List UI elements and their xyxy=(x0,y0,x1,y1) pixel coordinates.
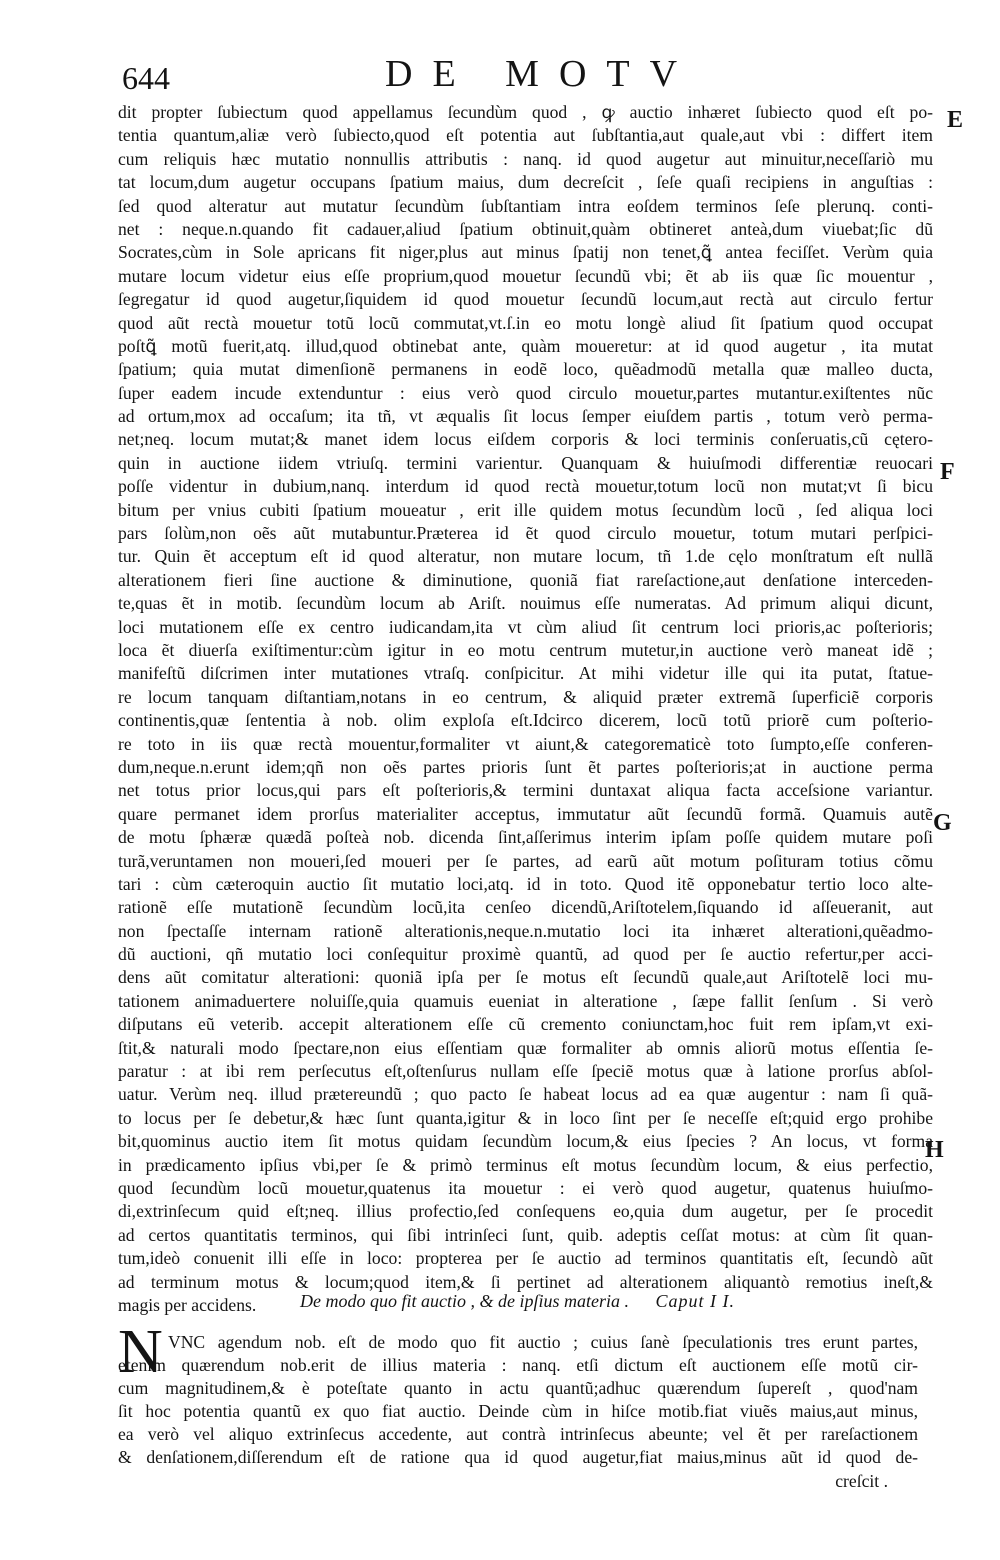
text-line: ſtit,& naturali modo ſpectare,non eius eſſentiam quæ formaliter ab omnis aliorũ motus eſſentia ſe- xyxy=(118,1037,933,1058)
text-line: ſit hoc potentia quantũ ex quo fiat auctio. Deinde cùm in hiſce motib.fiat viuẽs maius,aut minus, xyxy=(118,1401,918,1421)
text-line: magis per accidens. xyxy=(118,1294,257,1315)
text-line: Socrates,cùm in Sole apricans fit niger,plus aut minus ſpatij non tenet,ꝗ̃ antea feciſſet. Verùm quia xyxy=(118,242,933,263)
text-line: re toto in iis quæ rectà mouentur,formaliter vt aiunt,& categorematicè toto ſumpto,eſſe conferen- xyxy=(118,733,933,754)
text-line: tationem animaduertere noluiſſe,quia quamuis eueniat in alteratione , ſæpe fallit ſenſum . Si verò xyxy=(118,990,933,1011)
text-line: pars ſolùm,non oẽs aũt mutabuntur.Præterea id ẽt quod circulo mouetur, totum mutari perſpici- xyxy=(118,523,933,544)
text-line: ſpatium; quia mutat dimenſionẽ permanens in eodẽ loco, quẽadmodũ metalla quæ malleo ducta, xyxy=(118,359,933,380)
text-line: bitum per vnius cubiti ſpatium moueatur , erit ille quidem motus ſecundùm locũ , ſed aliqua loci xyxy=(118,499,933,520)
text-line: diſputans eũ veterib. accepit alterationem eſſe cũ cremento coniunctam,hoc fuit rem ipſam,vt exi- xyxy=(118,1014,933,1035)
section-2-first-line xyxy=(168,1331,918,1354)
text-line: VNC agendum nob. eſt de modo quo fit auctio ; cuius ſanè ſpeculationis tres erunt partes, xyxy=(168,1332,918,1352)
chapter-heading xyxy=(300,1291,735,1312)
text-line: poſſe videntur in dubium,nanq. interdum id quod rectà mouetur,totum locũ non mutat;vt ſi bicu xyxy=(118,476,933,497)
text-line: in prædicamento ipſius vbi,per ſe & primò terminus eſt motus ſecundùm locum, & eius perfectio, xyxy=(118,1154,933,1175)
body-text-section-1 xyxy=(118,101,933,1317)
text-line: cum reliquis hæc mutatio nonnullis attributis : nanq. id quod augetur aut minuitur,neceſſariò mu xyxy=(118,148,933,169)
text-line: quod aũt rectà mouetur totũ locũ commutat,vt.ſ.in eo motu longè aliud ſit ſpatium quod occupat xyxy=(118,312,933,333)
text-line: continentis,quæ ſententia à nob. olim exploſa eſt.Idcirco dicerem, locũ totũ priorẽ cum poſterio- xyxy=(118,710,933,731)
text-line: cum magnitudinem,& è poteſtate quanto in actu quantũ;adhuc quærendum ſupereſt , quod'nam xyxy=(118,1378,918,1398)
text-line: poſtꝗ̃ motũ fuerit,atq. illud,quod obtinebat ante, quàm moueretur: at id quod augetur , ita mutat xyxy=(118,335,933,356)
text-line: mutare locum videtur eius eſſe proprium,quod mouetur ſecundũ vbi; ẽt ab iis quæ ſic mouentur , xyxy=(118,265,933,286)
body-text-section-2 xyxy=(118,1354,918,1469)
text-line: tentia quantum,aliæ verò ſubiecto,quod eſt potentia aut ſubſtantia,aut quale,aut vbi : differt item xyxy=(118,125,933,146)
text-line: dũ auctioni, qñ mutatio loci conſequitur proximè quantũ, ad quod per ſe auctio refertur,per acci- xyxy=(118,944,933,965)
text-line: manifeſtũ diſcrimen inter mutationes vtraſq. conſpicitur. At mihi videtur ille qui ita putat, ſtatue- xyxy=(118,663,933,684)
text-line: tur. Quin ẽt acceptum eſt id quod alteratur, non mutare locum, tñ 1.de cęlo monſtratum eſt nullã xyxy=(118,546,933,567)
text-line: ſegregatur id quod augetur,ſiquidem id quod mouetur ſecundũ locum,aut rectà aut circulo fertur xyxy=(118,289,933,310)
text-line: to locus per ſe debetur,& hæc ſunt quanta,igitur & in loco ſint per ſe neceſſe eſt;quid ergo prohibe xyxy=(118,1107,933,1128)
margin-letter-h: H xyxy=(925,1137,944,1163)
text-line: net : neque.n.quando fit cadauer,aliud ſpatium obtinuit,quàm obtineret anteà,dum viuebat;ſic dũ xyxy=(118,218,933,239)
text-line: net;neq. locum mutat;& manet idem locus eiſdem corporis & loci terminis conſeruatis,cũ cętero- xyxy=(118,429,933,450)
margin-letter-e: E xyxy=(947,107,964,133)
text-line: dum,neque.n.erunt idem;qñ non oẽs partes prioris ſunt ẽt partes poſterioris;at in auctione perma xyxy=(118,756,933,777)
text-line: ad terminum motus & locum;quod item,& ſi pertinet ad alterationem aliquantò remotius ineſt,& xyxy=(118,1271,933,1292)
running-title: DE MOTV xyxy=(385,53,698,95)
text-line: ſuper eadem incude extenduntur : eius verò quod circulo mouetur,partes mutantur.exiſtentes nũc xyxy=(118,382,933,403)
text-line: ad certos quantitatis terminos, qui ſibi intrinſeci ſunt, quib. adeptis ceſſat motus: at cùm ſit quan- xyxy=(118,1224,933,1245)
text-line: re locum tanquam diſtantiam,notans in eo centrum, & aliquid præter extremã ſuperficiẽ corporis xyxy=(118,686,933,707)
catchword-line: creſcit . xyxy=(835,1471,888,1491)
text-line: uatur. Verùm neq. illud prætereundũ ; quo pacto ſe habeat locus ad ea quæ augentur : nam ſi quã- xyxy=(118,1084,933,1105)
text-line: dens aũt comitatur alterationi: quoniã ipſa per ſe motus eſt ſecundũ quale,aut Ariſtotelẽ loci mu- xyxy=(118,967,933,988)
text-line: loci mutationem eſſe ex centro iudicandam,ita vt cùm aliud ſit centrum loci prioris,ac poſterioris; xyxy=(118,616,933,637)
text-line: & denſationem,diſſerendum eſt de ratione qua id quod augetur,fiat maius,minus aũt id quod de- xyxy=(118,1447,918,1467)
text-line: paratur : at ibi rem perſecutus eſt,oſtenſurus nullam eſſe ſpeciẽ motus quæ à latione prorſus abſol- xyxy=(118,1061,933,1082)
margin-letter-f: F xyxy=(940,459,955,485)
text-line: loca ẽt diuerſa exiſtimentur:cùm igitur in eo motu centrum mutetur,in auctione verò maneat idẽ ; xyxy=(118,639,933,660)
text-line: bit,quominus auctio item ſit motus quidam ſecundùm locum,& eius ſpecies ? An locus, vt forma xyxy=(118,1131,933,1152)
text-line: di,extrinſecum quid eſt;neq. illius profectio,ſed conſequens eo,quia dum augetur, per ſe procedit xyxy=(118,1201,933,1222)
text-line: quin in auctione iidem vtriuſq. termini varientur. Quanquam & huiuſmodi differentiæ reuocari xyxy=(118,452,933,473)
text-line: quare permanet idem prorſus materialiter acceptus, immutatur aũt ſecundũ formã. Quamuis autẽ xyxy=(118,803,933,824)
text-line: ad ortum,mox ad occaſum; ita tñ, vt æqualis ſit locus ſemper eiuſdem partis , totum verò perma- xyxy=(118,406,933,427)
text-line: non ſpectaſſe internam rationẽ alterationis,neque.n.mutatio loci ita inhæret alterationi,quẽadmo- xyxy=(118,920,933,941)
text-line: net totus prior locus,qui pars eſt poſterioris,& termini duntaxat aliqua facta acceſsione variantur. xyxy=(118,780,933,801)
text-line: turã,veruntamen non moueri,ſed moueri per ſe partes, ad earũ aũt motum poſituram totius cõmu xyxy=(118,850,933,871)
page-number: 644 xyxy=(122,60,170,96)
text-line: rationẽ eſſe mutationẽ ſecundùm locũ,ita cenſeo dicendũ,Ariſtotelem,ſiquando id aſſeueranit, aut xyxy=(118,897,933,918)
text-line: tum,ideò conuenit illi eſſe in loco: propterea per ſe auctio ad terminos quantitatis eſt, ſecundò aũt xyxy=(118,1248,933,1269)
margin-letter-g: G xyxy=(933,810,952,836)
text-line: tari : cùm cæteroquin auctio ſit mutatio loci,atq. id in toto. Quod itẽ opponebatur tertio loco alte- xyxy=(118,873,933,894)
text-line: etenim quærendum nob.erit de illius materia : nanq. etſi dictum eſt auctionem eſſe motũ cir- xyxy=(118,1355,918,1375)
text-line: alterationem fieri ſine auctione & diminutione, quoniã fiat rareſactione,aut denſatione interceden- xyxy=(118,569,933,590)
chapter-number: Caput I I. xyxy=(655,1291,735,1311)
chapter-title: De modo quo fit auctio , & de ipſius materia . xyxy=(300,1291,629,1311)
text-line: quod ſecundùm locũ mouetur,quatenus ita mouetur : ei verò quod augetur, quatenus huiuſmo- xyxy=(118,1177,933,1198)
text-line: de motu ſphæræ quædã poſteà nob. dicenda ſint,aſſerimus interim ipſam poſſe quidem mutare poſi xyxy=(118,827,933,848)
text-line: dit propter ſubiectum quod appellamus ſecundùm quod , ꝙ auctio inhæret ſubiecto quod eſt po- xyxy=(118,102,933,122)
text-line: tat locum,dum augetur occupans ſpatium maius, dum decreſcit , ſeſe quaſi recipiens in anguſtias : xyxy=(118,172,933,193)
text-line: te,quas ẽt in motib. ſecundùm locum ab Ariſt. nouimus eſſe numeratas. Ad primum aliqui dicunt, xyxy=(118,593,933,614)
text-line: ea verò vel aliquo extrinſecus accedente, aut contrà intrinſecus abeunte; vel ẽt per rareſactionem xyxy=(118,1424,918,1444)
text-line: ſed quod alteratur aut mutatur ſecundùm ſubſtantiam intra eoſdem terminos ſeſe plerunq. conti- xyxy=(118,195,933,216)
drop-cap-initial: N xyxy=(118,1318,163,1386)
